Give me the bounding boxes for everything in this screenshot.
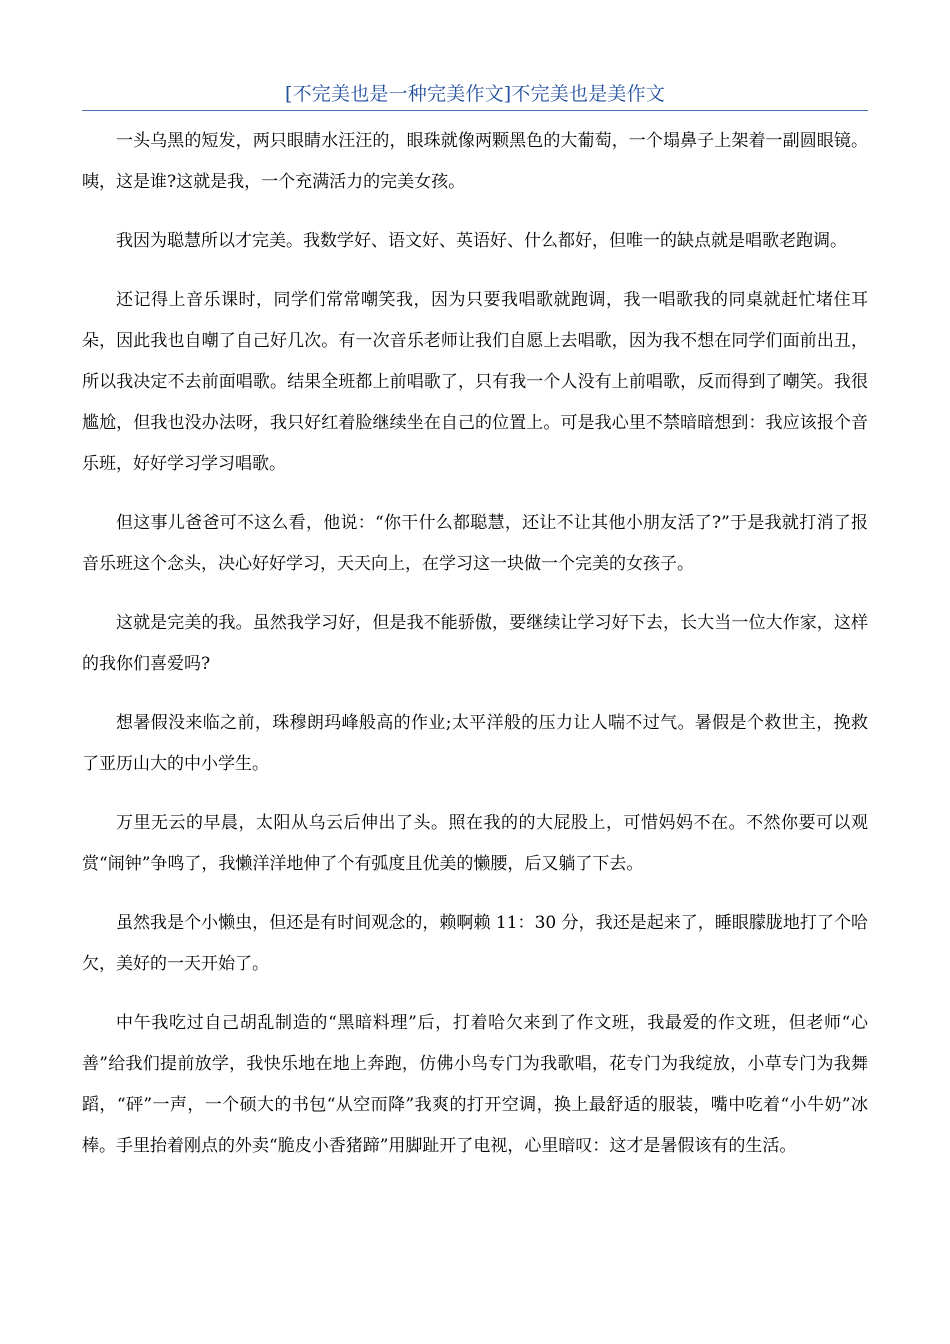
paragraph: 还记得上音乐课时，同学们常常嘲笑我，因为只要我唱歌就跑调，我一唱歌我的同桌就赶忙堵住耳朵，因此我也自嘲了自己好几次。有一次音乐老师让我们自愿上去唱歌，因为我不想在同学们面前出丑，所以我决定不去前面唱歌。结果全班都上前唱歌了，只有我一个人没有上前唱歌，反而得到了嘲笑。我很尴尬，但我也没办法呀，我只好红着脸继续坐在自己的位置上。可是我心里不禁暗暗想到：我应该报个音乐班，好好学习学习唱歌。 xyxy=(82,290,868,474)
paragraph: 中午我吃过自己胡乱制造的“黑暗料理”后，打着哈欠来到了作文班，我最爱的作文班，但老师“心善”给我们提前放学，我快乐地在地上奔跑，仿佛小鸟专门为我歌唱，花专门为我绽放，小草专门为我舞蹈，“砰”一声，一个硕大的书包“从空而降”我爽的打开空调，换上最舒适的服装，嘴中吃着“小牛奶”冰棒。手里抬着刚点的外卖“脆皮小香猪蹄”用脚趾开了电视，心里暗叹：这才是暑假该有的生活。 xyxy=(82,1013,868,1156)
paragraph: 我因为聪慧所以才完美。我数学好、语文好、英语好、什么都好，但唯一的缺点就是唱歌老跑调。 xyxy=(116,231,847,251)
paragraph: 万里无云的早晨，太阳从乌云后伸出了头。照在我的的大屁股上，可惜妈妈不在。不然你要可以观赏“闹钟”争鸣了，我懒洋洋地伸了个有弧度且优美的懒腰，后又躺了下去。 xyxy=(82,813,868,874)
document-title: [不完美也是一种完美作文]不完美也是美作文 xyxy=(284,83,666,105)
paragraph: 一头乌黑的短发，两只眼睛水汪汪的，眼珠就像两颗黑色的大葡萄，一个塌鼻子上架着一副圆眼镜。咦，这是谁?这就是我，一个充满活力的完美女孩。 xyxy=(82,131,868,192)
paragraph: 但这事儿爸爸可不这么看，他说：“你干什么都聪慧，还让不让其他小朋友活了?”于是我就打消了报音乐班这个念头，决心好好学习，天天向上，在学习这一块做一个完美的女孩子。 xyxy=(82,513,868,574)
paragraph: 想暑假没来临之前，珠穆朗玛峰般高的作业;太平洋般的压力让人喘不过气。暑假是个救世主，挽救了亚历山大的中小学生。 xyxy=(82,713,868,774)
document-body xyxy=(82,121,868,1185)
paragraph: 虽然我是个小懒虫，但还是有时间观念的，赖啊赖 11：30 分，我还是起来了，睡眼朦胧地打了个哈欠，美好的一天开始了。 xyxy=(82,913,868,974)
paragraph: 这就是完美的我。虽然我学习好，但是我不能骄傲，要继续让学习好下去，长大当一位大作家，这样的我你们喜爱吗? xyxy=(82,613,868,674)
page-header xyxy=(82,80,868,111)
